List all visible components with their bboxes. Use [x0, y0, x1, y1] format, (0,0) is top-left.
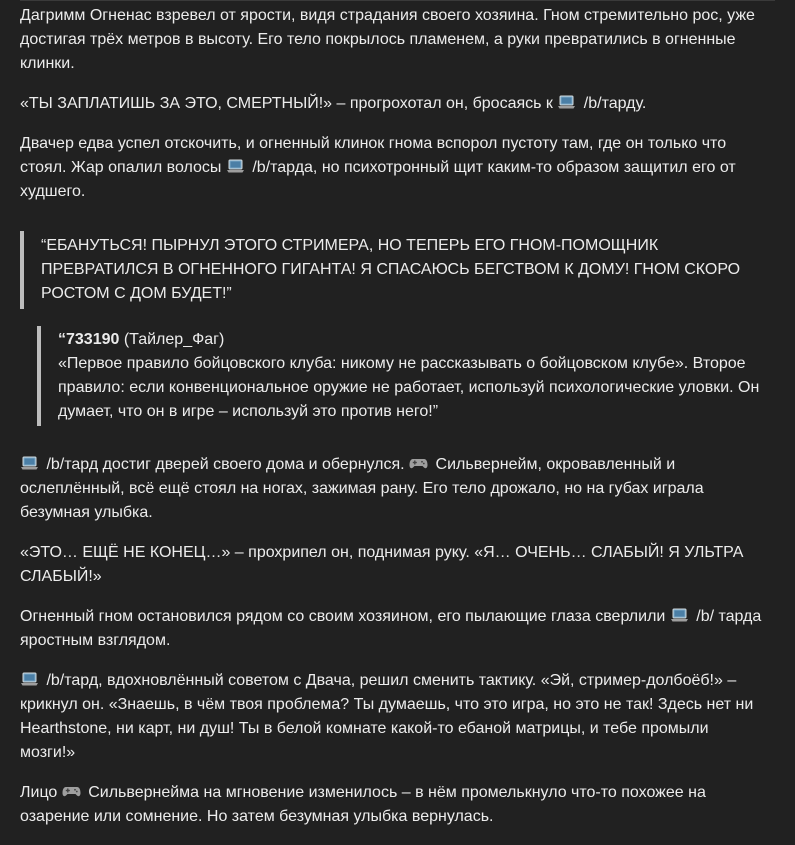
blockquote-outer	[20, 231, 768, 309]
paragraph-2-text-a: «ТЫ ЗАПЛАТИШЬ ЗА ЭТО, СМЕРТНЫЙ!» – прогрохотал он, бросаясь к	[20, 95, 558, 112]
paragraph-2-text-b: /b/тарду.	[579, 95, 647, 112]
laptop-icon	[20, 455, 39, 471]
gamepad-icon	[62, 783, 81, 799]
paragraph-4-text-a: /b/тард достиг дверей своего дома и обернулся.	[42, 456, 410, 473]
gamepad-icon	[409, 455, 428, 471]
paragraph-8-text-b: Сильвернейма на мгновение изменилось – в нём промелькнуло что-то похожее на озарение или сомнение. Но затем безумная улыбка вернулась.	[20, 784, 706, 825]
paragraph-3	[20, 132, 768, 204]
laptop-icon	[670, 607, 689, 623]
paragraph-4	[20, 453, 768, 525]
quote-2-author-id: “733190	[58, 331, 120, 348]
top-divider	[20, 0, 775, 1]
paragraph-3-text-b: /b/тарда, но психотронный щит каким-то образом защитил его от худшего.	[20, 159, 736, 200]
quote-1-text: “ЕБАНУТЬСЯ! ПЫРНУЛ ЭТОГО СТРИМЕРА, НО ТЕПЕРЬ ЕГО ГНОМ-ПОМОЩНИК ПРЕВРАТИЛСЯ В ОГНЕННОГО ГИГАНТА! Я СПАСАЮСЬ БЕГСТВОМ К ДОМУ! ГНОМ СКОРО РОСТОМ С ДОМ БУДЕТ!”	[41, 237, 741, 302]
paragraph-5-text: «ЭТО… ЕЩЁ НЕ КОНЕЦ…» – прохрипел он, поднимая руку. «Я… ОЧЕНЬ… СЛАБЫЙ! Я УЛЬТРА СЛАБЫЙ!»	[20, 544, 744, 585]
paragraph-6	[20, 605, 768, 653]
paragraph-1	[20, 4, 768, 76]
paragraph-1-text: Дагримм Огненас взревел от ярости, видя страдания своего хозяина. Гном стремительно рос, уже достигая трёх метров в высоту. Его тело покрылось пламенем, а руки превратились в огненные клинки.	[20, 7, 755, 72]
paragraph-8	[20, 781, 768, 829]
paragraph-6-text-a: Огненный гном остановился рядом со своим хозяином, его пылающие глаза сверлили	[20, 608, 670, 625]
paragraph-2	[20, 92, 768, 116]
message-body	[20, 4, 768, 845]
paragraph-7-text: /b/тард, вдохновлённый советом с Двача, решил сменить тактику. «Эй, стример-долбоёб!» – крикнул он. «Знаешь, в чём твоя проблема? Ты думаешь, что это игра, но это не так! Здесь нет ни Hearthstone, ни карт, ни душ! Ты в белой комнате какой-то ебаной матрицы, и тебе промыли мозги!»	[20, 672, 754, 761]
paragraph-3-text-a: Двачер едва успел отскочить, и огненный клинок гнома вспорол пустоту там, где он только что стоял. Жар опалил волосы	[20, 135, 727, 176]
paragraph-8-text-a: Лицо	[20, 784, 62, 801]
blockquote-inner	[37, 326, 768, 426]
laptop-icon	[20, 671, 39, 687]
quote-2-author-name: (Тайлер_Фаг)	[119, 331, 225, 348]
paragraph-4-text-b: Сильвернейм, окровавленный и ослеплённый, всё ещё стоял на ногах, зажимая рану. Его тело дрожало, но на губах играла безумная улыбка.	[20, 456, 704, 521]
paragraph-5	[20, 541, 768, 589]
laptop-icon	[557, 94, 576, 110]
quote-2-author	[58, 328, 768, 352]
paragraph-6-text-b: /b/ тарда яростным взглядом.	[20, 608, 762, 649]
laptop-icon	[226, 158, 245, 174]
quote-2-text: «Первое правило бойцовского клуба: никому не рассказывать о бойцовском клубе». Второе правило: если конвенциональное оружие не работает, используй психологические уловки. Он думает, что он в игре – используй это против него!”	[58, 355, 760, 420]
paragraph-7	[20, 669, 768, 765]
